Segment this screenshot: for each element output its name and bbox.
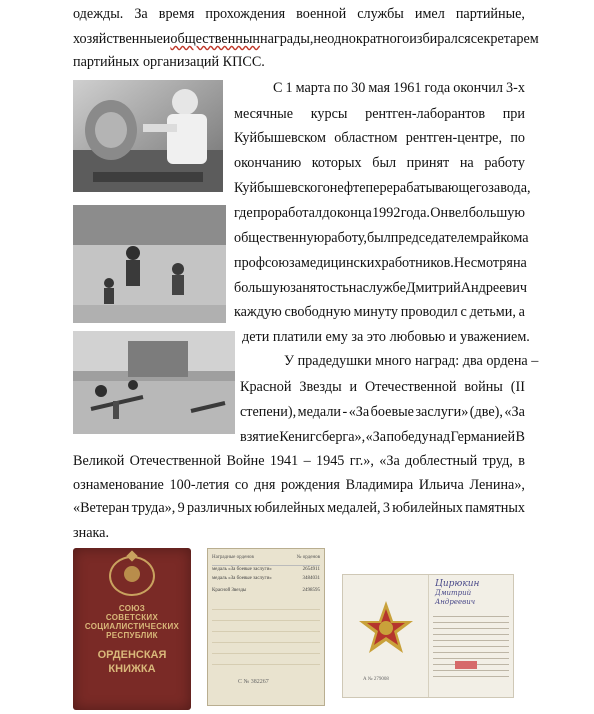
text-line [73,500,525,516]
text-line [242,329,530,345]
text-line [73,525,109,541]
text-line-content: С 1 марта по 30 мая 1961 года окончил 3-х [273,80,525,96]
certificate-stamp [455,661,477,669]
inner-serial: С № 382267 [238,679,269,685]
text-line [234,205,525,221]
inner-row-label: Красной Звезды [212,588,247,593]
text-line-content: взятие Кенигсберга», «За победу над Германией В [240,429,525,445]
text-line-content: одежды. За время прохождения военной службы имел партийные, [73,6,525,22]
text-line-content: Красной Звезды и Отечественной войны (II [240,379,525,395]
photo-doctor-xray [73,80,223,192]
text-line [234,106,525,122]
inner-row-number: 3484031 [302,576,320,581]
inner-row-number: 2654911 [302,567,320,572]
text-line-content: большую занятость на службе Дмитрий Андреевич [234,280,527,296]
certificate-name: Цирюкин [435,579,480,589]
text-line-content: Великой Отечественной Войне 1941 – 1945 гг.», «За доблестный труд, в [73,453,525,469]
order-patriotic-war-icon [357,599,415,657]
text-line [234,130,525,146]
text-line-content: ознаменование 100-летия со дня рождения Владимира Ильича Ленина», [73,477,525,493]
text-line [234,304,525,320]
text-line [240,404,525,420]
text-line-content: профсоюза медицинских работников. Несмотря на [234,255,527,271]
text-line-content: хозяйственные и общественнын награды, неоднократного избирался секретарем [73,31,539,47]
text-line-content: Куйбышевского нефтеперерабатывающего завода, [234,180,531,196]
inner-col-header: № орденов [296,555,320,560]
certificate-name: Дмитрий [435,589,472,597]
certificate-serial: А № 279008 [363,677,389,682]
text-line-content: месячные курсы рентген-лаборантов при [234,106,525,122]
cover-line: СОЦИАЛИСТИЧЕСКИХ [84,622,180,631]
text-line [73,31,539,47]
text-line-content: общественную работу, был председателем райкома [234,230,529,246]
text-line-content: знака. [73,525,110,541]
inner-row-label: медаль «За боевые заслуги» [212,576,272,581]
text-line-content: Куйбышевском областном рентген-центре, по [234,130,525,146]
text-line [240,379,525,395]
inner-col-header: Наградные орденов [212,555,254,560]
cover-line: СОВЕТСКИХ [105,613,159,622]
inner-row-label: медаль «За боевые заслуги» [212,567,272,572]
award-certificate [342,574,514,698]
text-line [234,280,525,296]
cover-title: КНИЖКА [108,663,156,675]
text-line [73,54,265,70]
text-line-content: где проработал до конца 1992 года. Он вел большую [234,205,525,221]
text-line [284,353,538,369]
order-booklet-inner [207,548,325,706]
order-booklet-cover [73,548,191,710]
text-line [273,80,525,96]
text-line-content: дети платили ему за это любовью и уважением. [242,329,530,345]
text-line [73,477,525,493]
cover-line: РЕСПУБЛИК [106,631,158,640]
text-line [240,429,525,445]
ussr-emblem-icon [109,556,155,596]
cover-title: ОРДЕНСКАЯ [97,649,167,661]
text-line [234,180,531,196]
text-line [234,255,525,271]
text-line-content: У прадедушки много наград: два ордена – [284,353,539,369]
text-line [234,230,529,246]
text-line-content: «Ветеран труда», 9 различных юбилейных медалей, 3 юбилейных памятных [73,500,525,516]
text-line-content: окончанию которых был принят на работу [234,155,525,171]
text-line-content: партийных организаций КПСС. [73,54,265,70]
photo-children-outdoor [73,205,226,323]
text-line [234,155,525,171]
text-line [73,6,525,22]
text-line-content: степени), медали - «За боевые заслуги» (две), «За [240,404,525,420]
text-line-content: каждую свободную минуту проводил с детьми, а [234,304,525,320]
text-line [73,453,525,469]
certificate-name: Андреевич [435,598,476,606]
inner-row-number: 2498595 [302,588,320,593]
photo-playground [73,331,235,434]
cover-line: СОЮЗ [118,604,146,613]
